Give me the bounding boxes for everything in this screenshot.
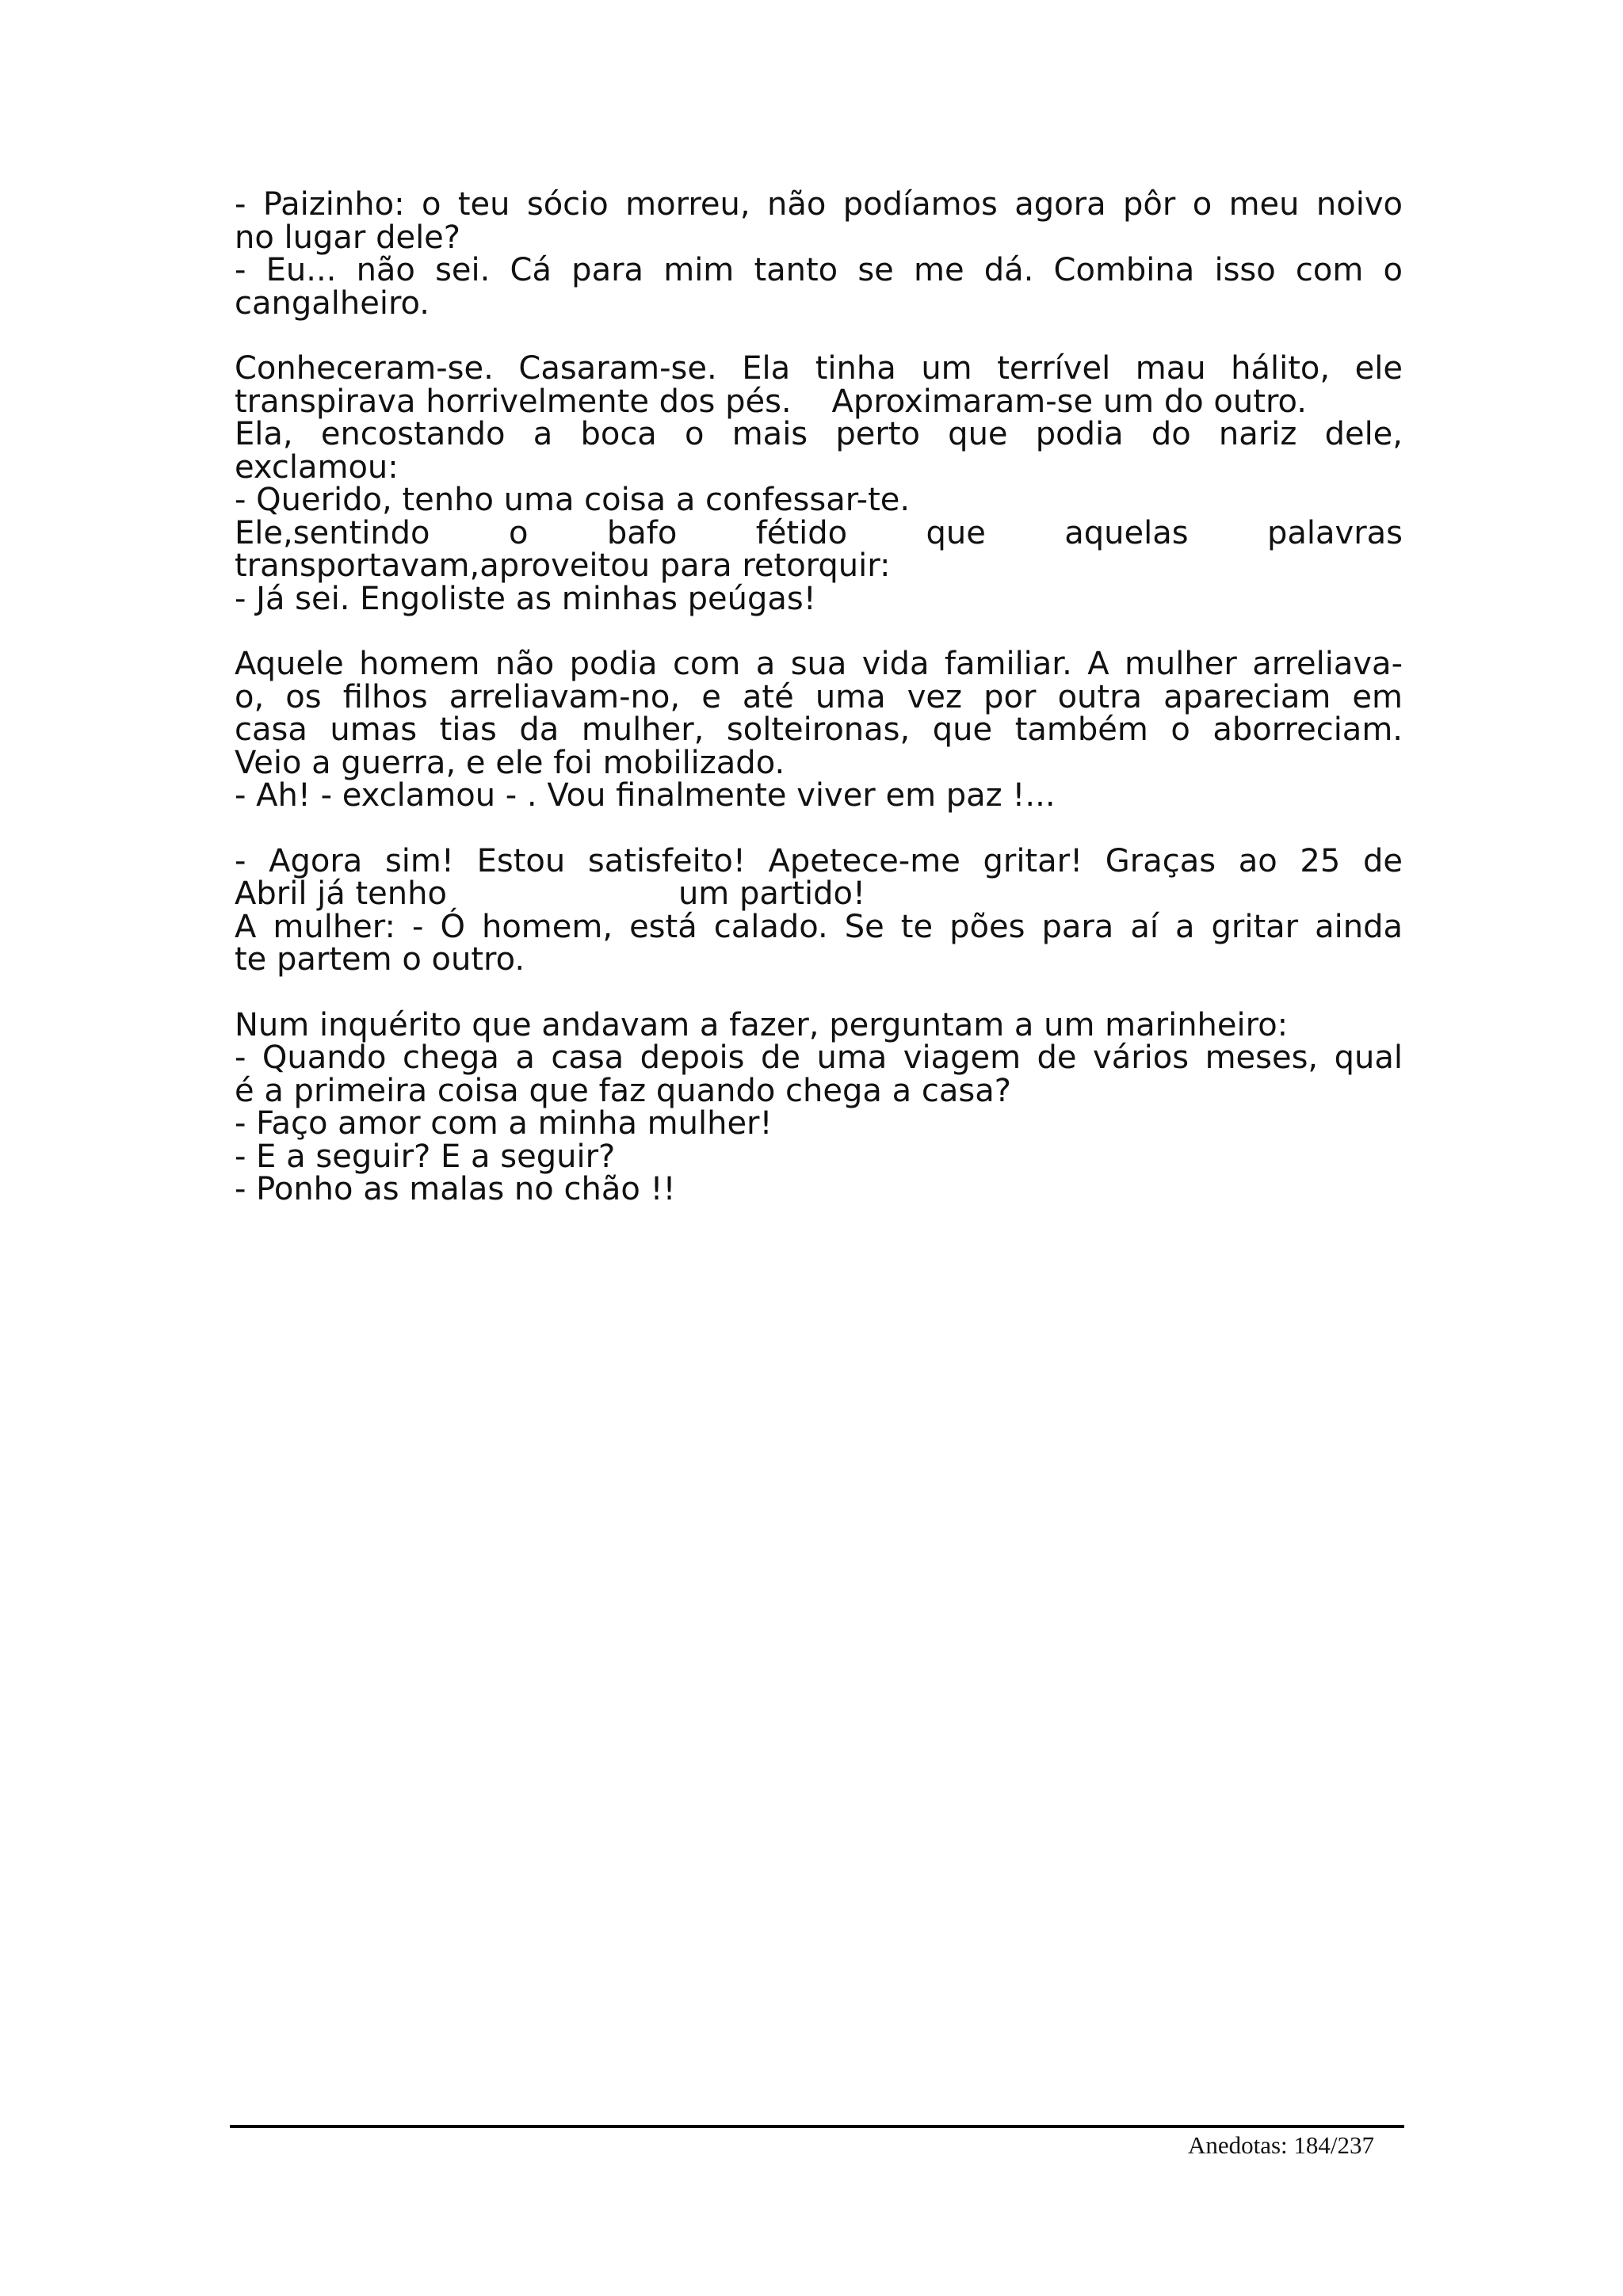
- text-line: Ela, encostando a boca o mais perto que podia do nariz dele,: [235, 416, 1403, 452]
- text-line: [235, 875, 1403, 912]
- page-body: [235, 186, 1403, 1239]
- text-line: - Ah! - exclamou - . Vou finalmente viver em paz !...: [235, 777, 1056, 814]
- joke-paragraph: [235, 842, 1403, 978]
- text-line: - Querido, tenho uma coisa a confessar-te.: [235, 482, 911, 518]
- text-line: Conheceram-se. Casaram-se. Ela tinha um terrível mau hálito, ele: [235, 350, 1403, 387]
- text-line: - Já sei. Engoliste as minhas peúgas!: [235, 580, 816, 617]
- text-line: exclamou:: [235, 448, 399, 486]
- text-fragment: Abril já tenho: [235, 875, 447, 912]
- text-line: transportavam,aproveitou para retorquir:: [235, 547, 891, 584]
- text-line: Aquele homem não podia com a sua vida familiar. A mulher arreliava-: [235, 646, 1403, 682]
- text-line: - Eu... não sei. Cá para mim tanto se me dá. Combina isso com o: [235, 252, 1403, 288]
- text-line: Veio a guerra, e ele foi mobilizado.: [235, 744, 785, 781]
- joke-paragraph: [235, 350, 1403, 617]
- text-fragment: um partido!: [678, 875, 866, 912]
- text-line: - Quando chega a casa depois de uma viagem de vários meses, qual: [235, 1039, 1403, 1076]
- text-line: - Faço amor com a minha mulher!: [235, 1105, 773, 1142]
- page-number: Anedotas: 184/237: [1187, 2131, 1374, 2159]
- joke-paragraph: [235, 648, 1403, 813]
- text-line: cangalheiro.: [235, 284, 430, 322]
- joke-paragraph: [235, 186, 1403, 322]
- text-line: casa umas tias da mulher, solteironas, que também o aborreciam.: [235, 711, 1403, 748]
- text-line: Ele,sentindo o bafo fétido que aquelas palavras: [235, 514, 1403, 551]
- text-line: te partem o outro.: [235, 941, 525, 978]
- footer-rule: [230, 2125, 1404, 2128]
- text-line: é a primeira coisa que faz quando chega a casa?: [235, 1072, 1011, 1109]
- text-line: A mulher: - Ó homem, está calado. Se te pões para aí a gritar ainda: [235, 908, 1403, 945]
- text-line: - E a seguir? E a seguir?: [235, 1138, 616, 1175]
- text-line: o, os filhos arreliavam-no, e até uma vez por outra apareciam em: [235, 678, 1403, 715]
- text-line: - Paizinho: o teu sócio morreu, não podíamos agora pôr o meu noivo: [235, 186, 1403, 223]
- text-line: - Agora sim! Estou satisfeito! Apetece-me gritar! Graças ao 25 de: [235, 842, 1403, 879]
- text-line: - Ponho as malas no chão !!: [235, 1171, 676, 1207]
- text-line: transpirava horrivelmente dos pés. Aproximaram-se um do outro.: [235, 383, 1307, 420]
- text-line: no lugar dele?: [235, 219, 461, 256]
- text-line: Num inquérito que andavam a fazer, perguntam a um marinheiro:: [235, 1006, 1289, 1043]
- joke-paragraph: [235, 1006, 1403, 1207]
